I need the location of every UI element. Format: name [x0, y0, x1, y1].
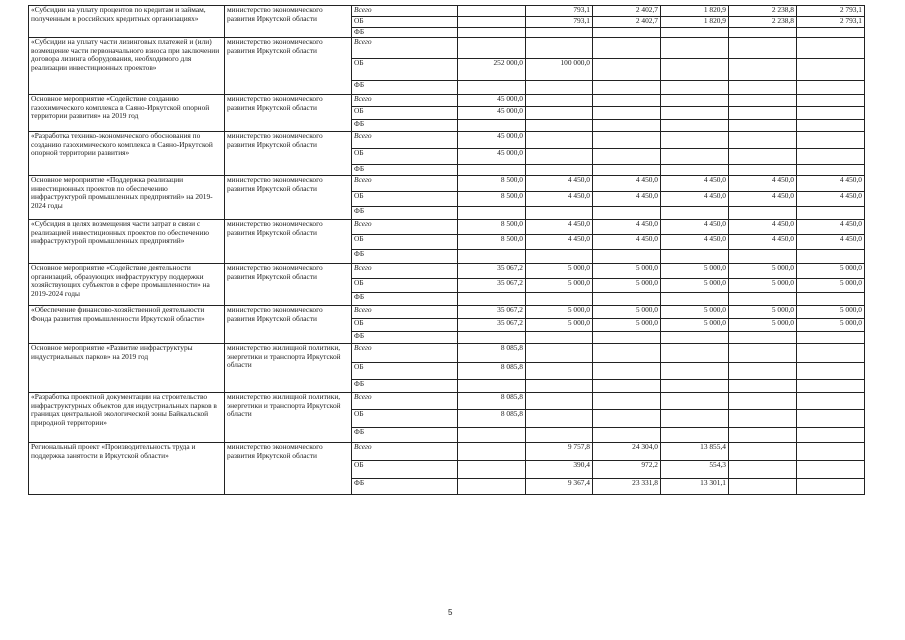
- amount-cell: 45 000,0: [458, 149, 526, 165]
- amount-cell: [661, 332, 729, 344]
- amount-cell: 45 000,0: [458, 95, 526, 107]
- amount-cell: [458, 38, 526, 59]
- amount-cell: 4 450,0: [729, 235, 797, 250]
- amount-cell: [593, 95, 661, 107]
- activity-name-cell: «Субсидии на уплату части лизинговых платежей и (или) возмещение части первоначального взноса при заключении договора лизинга оборудования, необходимого для реализации инвестиционных проектов»: [29, 38, 225, 95]
- amount-cell: [593, 410, 661, 428]
- funding-source-cell: Всего: [352, 38, 458, 59]
- amount-cell: [526, 363, 593, 380]
- amount-cell: [458, 6, 526, 17]
- table-row: [29, 393, 865, 410]
- amount-cell: 35 067,2: [458, 306, 526, 319]
- table-row: [29, 443, 865, 461]
- funding-source-cell: ОБ: [352, 235, 458, 250]
- funding-source-cell: ФБ: [352, 250, 458, 264]
- amount-cell: 24 304,0: [593, 443, 661, 461]
- amount-cell: 100 000,0: [526, 59, 593, 81]
- funding-source-cell: Всего: [352, 264, 458, 279]
- amount-cell: 4 450,0: [797, 220, 865, 235]
- amount-cell: 45 000,0: [458, 132, 526, 149]
- amount-cell: [526, 332, 593, 344]
- funding-source-cell: ОБ: [352, 59, 458, 81]
- amount-cell: [797, 250, 865, 264]
- amount-cell: [593, 363, 661, 380]
- funding-source-cell: ФБ: [352, 332, 458, 344]
- responsible-executor-cell: министерство экономического развития Иркутской области: [225, 6, 352, 38]
- amount-cell: [526, 107, 593, 120]
- funding-source-cell: Всего: [352, 220, 458, 235]
- amount-cell: [526, 95, 593, 107]
- amount-cell: [661, 363, 729, 380]
- amount-cell: 9 757,8: [526, 443, 593, 461]
- amount-cell: [661, 393, 729, 410]
- amount-cell: [458, 120, 526, 132]
- responsible-executor-cell: министерство экономического развития Иркутской области: [225, 176, 352, 220]
- amount-cell: [797, 363, 865, 380]
- amount-cell: [729, 393, 797, 410]
- funding-source-cell: ФБ: [352, 165, 458, 176]
- amount-cell: [593, 332, 661, 344]
- amount-cell: 2 402,7: [593, 17, 661, 28]
- amount-cell: 1 820,9: [661, 6, 729, 17]
- amount-cell: [526, 81, 593, 95]
- amount-cell: [458, 461, 526, 479]
- amount-cell: 2 793,1: [797, 6, 865, 17]
- amount-cell: [661, 81, 729, 95]
- amount-cell: [526, 393, 593, 410]
- amount-cell: [458, 207, 526, 220]
- amount-cell: [661, 120, 729, 132]
- amount-cell: 9 367,4: [526, 479, 593, 495]
- amount-cell: [797, 428, 865, 443]
- amount-cell: 8 500,0: [458, 192, 526, 207]
- amount-cell: 8 500,0: [458, 176, 526, 192]
- amount-cell: [729, 207, 797, 220]
- amount-cell: 4 450,0: [526, 220, 593, 235]
- amount-cell: 8 500,0: [458, 235, 526, 250]
- amount-cell: [729, 250, 797, 264]
- amount-cell: [797, 149, 865, 165]
- amount-cell: [729, 28, 797, 38]
- page-number: 5: [448, 608, 453, 617]
- amount-cell: [526, 380, 593, 393]
- responsible-executor-cell: министерство жилищной политики, энергетики и транспорта Иркутской области: [225, 393, 352, 443]
- amount-cell: [661, 410, 729, 428]
- responsible-executor-cell: министерство экономического развития Иркутской области: [225, 264, 352, 306]
- funding-source-cell: Всего: [352, 132, 458, 149]
- activity-name-cell: Основное мероприятие «Содействие деятельности организаций, образующих инфраструктуру поддержки хозяйствующих субъектов в сфере промышленности» на 2019-2024 годы: [29, 264, 225, 306]
- funding-source-cell: Всего: [352, 176, 458, 192]
- amount-cell: 5 000,0: [593, 279, 661, 293]
- amount-cell: 4 450,0: [593, 235, 661, 250]
- amount-cell: [458, 380, 526, 393]
- amount-cell: 35 067,2: [458, 279, 526, 293]
- amount-cell: [797, 95, 865, 107]
- amount-cell: [729, 461, 797, 479]
- amount-cell: [593, 207, 661, 220]
- amount-cell: [797, 410, 865, 428]
- amount-cell: 35 067,2: [458, 319, 526, 332]
- amount-cell: 4 450,0: [797, 192, 865, 207]
- funding-source-cell: ОБ: [352, 319, 458, 332]
- table-row: [29, 306, 865, 319]
- amount-cell: [593, 393, 661, 410]
- amount-cell: [458, 332, 526, 344]
- table-row: [29, 6, 865, 17]
- amount-cell: 4 450,0: [593, 192, 661, 207]
- amount-cell: [729, 428, 797, 443]
- amount-cell: 793,1: [526, 6, 593, 17]
- amount-cell: [526, 149, 593, 165]
- amount-cell: [593, 250, 661, 264]
- amount-cell: [661, 132, 729, 149]
- amount-cell: 5 000,0: [526, 264, 593, 279]
- funding-source-cell: Всего: [352, 393, 458, 410]
- amount-cell: 2 238,8: [729, 6, 797, 17]
- amount-cell: 5 000,0: [729, 306, 797, 319]
- amount-cell: [729, 81, 797, 95]
- amount-cell: [458, 293, 526, 306]
- amount-cell: 5 000,0: [797, 264, 865, 279]
- funding-source-cell: ФБ: [352, 207, 458, 220]
- amount-cell: 4 450,0: [729, 176, 797, 192]
- amount-cell: [797, 443, 865, 461]
- funding-source-cell: ОБ: [352, 279, 458, 293]
- amount-cell: [661, 380, 729, 393]
- responsible-executor-cell: министерство экономического развития Иркутской области: [225, 220, 352, 264]
- responsible-executor-cell: министерство экономического развития Иркутской области: [225, 443, 352, 495]
- amount-cell: [661, 165, 729, 176]
- amount-cell: [593, 165, 661, 176]
- amount-cell: [458, 250, 526, 264]
- amount-cell: [661, 250, 729, 264]
- amount-cell: 5 000,0: [526, 319, 593, 332]
- amount-cell: [661, 207, 729, 220]
- amount-cell: [458, 17, 526, 28]
- amount-cell: [729, 59, 797, 81]
- amount-cell: 5 000,0: [729, 319, 797, 332]
- amount-cell: [729, 380, 797, 393]
- amount-cell: [729, 120, 797, 132]
- responsible-executor-cell: министерство экономического развития Иркутской области: [225, 95, 352, 132]
- funding-source-cell: Всего: [352, 306, 458, 319]
- amount-cell: [593, 149, 661, 165]
- table-row: [29, 38, 865, 59]
- amount-cell: 4 450,0: [729, 192, 797, 207]
- funding-source-cell: ФБ: [352, 28, 458, 38]
- amount-cell: [593, 38, 661, 59]
- table-row: [29, 176, 865, 192]
- activity-name-cell: Основное мероприятие «Развитие инфраструктуры индустриальных парков» на 2019 год: [29, 344, 225, 393]
- funding-source-cell: ФБ: [352, 428, 458, 443]
- amount-cell: 4 450,0: [661, 220, 729, 235]
- amount-cell: [797, 38, 865, 59]
- amount-cell: [593, 293, 661, 306]
- amount-cell: 8 085,8: [458, 410, 526, 428]
- amount-cell: 13 855,4: [661, 443, 729, 461]
- amount-cell: [593, 107, 661, 120]
- amount-cell: 4 450,0: [526, 235, 593, 250]
- amount-cell: [729, 479, 797, 495]
- amount-cell: [593, 120, 661, 132]
- amount-cell: [526, 410, 593, 428]
- funding-source-cell: ОБ: [352, 17, 458, 28]
- funding-source-cell: ФБ: [352, 120, 458, 132]
- activity-name-cell: «Разработка технико-экономического обоснования по созданию газохимического комплекса в Саяно-Иркутской опорной территории развития»: [29, 132, 225, 176]
- amount-cell: 4 450,0: [593, 176, 661, 192]
- amount-cell: [729, 38, 797, 59]
- amount-cell: 5 000,0: [661, 306, 729, 319]
- amount-cell: [797, 165, 865, 176]
- amount-cell: [458, 165, 526, 176]
- responsible-executor-cell: министерство экономического развития Иркутской области: [225, 38, 352, 95]
- amount-cell: 1 820,9: [661, 17, 729, 28]
- amount-cell: 4 450,0: [729, 220, 797, 235]
- amount-cell: 5 000,0: [661, 264, 729, 279]
- amount-cell: [458, 28, 526, 38]
- funding-source-cell: Всего: [352, 6, 458, 17]
- amount-cell: 5 000,0: [526, 279, 593, 293]
- activity-name-cell: «Разработка проектной документации на строительство инфраструктурных объектов для индустриальных парков в границах центральной экологической зоны Байкальской природной территории»: [29, 393, 225, 443]
- amount-cell: 45 000,0: [458, 107, 526, 120]
- amount-cell: [797, 293, 865, 306]
- amount-cell: [797, 380, 865, 393]
- budget-table: [28, 5, 865, 495]
- amount-cell: 793,1: [526, 17, 593, 28]
- amount-cell: 8 085,8: [458, 393, 526, 410]
- amount-cell: [526, 428, 593, 443]
- funding-source-cell: ОБ: [352, 107, 458, 120]
- responsible-executor-cell: министерство экономического развития Иркутской области: [225, 306, 352, 344]
- amount-cell: [797, 344, 865, 363]
- amount-cell: 8 085,8: [458, 344, 526, 363]
- amount-cell: 4 450,0: [797, 176, 865, 192]
- amount-cell: [661, 293, 729, 306]
- amount-cell: [797, 479, 865, 495]
- amount-cell: 4 450,0: [593, 220, 661, 235]
- funding-source-cell: Всего: [352, 95, 458, 107]
- amount-cell: [729, 132, 797, 149]
- funding-source-cell: ОБ: [352, 149, 458, 165]
- funding-source-cell: ФБ: [352, 479, 458, 495]
- amount-cell: [661, 59, 729, 81]
- amount-cell: 13 301,1: [661, 479, 729, 495]
- amount-cell: [797, 107, 865, 120]
- amount-cell: [729, 363, 797, 380]
- amount-cell: 4 450,0: [526, 176, 593, 192]
- amount-cell: [526, 28, 593, 38]
- amount-cell: 35 067,2: [458, 264, 526, 279]
- amount-cell: [593, 428, 661, 443]
- amount-cell: [661, 428, 729, 443]
- amount-cell: [661, 38, 729, 59]
- amount-cell: 2 238,8: [729, 17, 797, 28]
- funding-source-cell: ОБ: [352, 192, 458, 207]
- funding-source-cell: ОБ: [352, 410, 458, 428]
- amount-cell: [797, 59, 865, 81]
- funding-source-cell: ОБ: [352, 461, 458, 479]
- amount-cell: [458, 479, 526, 495]
- amount-cell: [729, 293, 797, 306]
- amount-cell: 5 000,0: [661, 279, 729, 293]
- amount-cell: 5 000,0: [593, 306, 661, 319]
- amount-cell: [526, 120, 593, 132]
- activity-name-cell: Основное мероприятие «Содействие созданию газохимического комплекса в Саяно-Иркутской опорной территории развития» на 2019 год: [29, 95, 225, 132]
- amount-cell: [729, 165, 797, 176]
- amount-cell: [729, 344, 797, 363]
- amount-cell: [593, 59, 661, 81]
- amount-cell: 5 000,0: [729, 279, 797, 293]
- amount-cell: [797, 81, 865, 95]
- amount-cell: [526, 207, 593, 220]
- amount-cell: [526, 250, 593, 264]
- amount-cell: [661, 344, 729, 363]
- amount-cell: [593, 81, 661, 95]
- amount-cell: [526, 165, 593, 176]
- amount-cell: 23 331,8: [593, 479, 661, 495]
- amount-cell: [593, 344, 661, 363]
- amount-cell: 4 450,0: [661, 235, 729, 250]
- amount-cell: 2 793,1: [797, 17, 865, 28]
- amount-cell: 5 000,0: [729, 264, 797, 279]
- amount-cell: [729, 149, 797, 165]
- amount-cell: 5 000,0: [661, 319, 729, 332]
- amount-cell: [661, 28, 729, 38]
- amount-cell: [797, 207, 865, 220]
- funding-source-cell: Всего: [352, 344, 458, 363]
- amount-cell: [797, 332, 865, 344]
- amount-cell: 252 000,0: [458, 59, 526, 81]
- responsible-executor-cell: министерство экономического развития Иркутской области: [225, 132, 352, 176]
- funding-source-cell: ОБ: [352, 363, 458, 380]
- amount-cell: [797, 120, 865, 132]
- amount-cell: 972,2: [593, 461, 661, 479]
- table-row: [29, 132, 865, 149]
- responsible-executor-cell: министерство жилищной политики, энергетики и транспорта Иркутской области: [225, 344, 352, 393]
- amount-cell: [593, 132, 661, 149]
- funding-source-cell: ФБ: [352, 380, 458, 393]
- amount-cell: 4 450,0: [661, 176, 729, 192]
- amount-cell: [661, 149, 729, 165]
- amount-cell: 5 000,0: [593, 319, 661, 332]
- table-row: [29, 95, 865, 107]
- activity-name-cell: «Субсидии на уплату процентов по кредитам и займам, полученным в российских кредитных организациях»: [29, 6, 225, 38]
- amount-cell: [729, 95, 797, 107]
- amount-cell: [729, 107, 797, 120]
- amount-cell: 5 000,0: [797, 306, 865, 319]
- amount-cell: 2 402,7: [593, 6, 661, 17]
- amount-cell: [729, 443, 797, 461]
- table-row: [29, 264, 865, 279]
- amount-cell: 390,4: [526, 461, 593, 479]
- amount-cell: [797, 461, 865, 479]
- amount-cell: [593, 380, 661, 393]
- funding-source-cell: ФБ: [352, 293, 458, 306]
- amount-cell: 4 450,0: [797, 235, 865, 250]
- amount-cell: 5 000,0: [797, 319, 865, 332]
- amount-cell: 4 450,0: [661, 192, 729, 207]
- amount-cell: [526, 38, 593, 59]
- table-row: [29, 220, 865, 235]
- amount-cell: [729, 332, 797, 344]
- amount-cell: 8 085,8: [458, 363, 526, 380]
- activity-name-cell: «Обеспечение финансово-хозяйственной деятельности Фонда развития промышленности Иркутской области»: [29, 306, 225, 344]
- activity-name-cell: Основное мероприятие «Поддержка реализации инвестиционных проектов по обеспечению инфраструктурой промышленных предприятий» на 2019-2024 годы: [29, 176, 225, 220]
- amount-cell: 5 000,0: [593, 264, 661, 279]
- amount-cell: [797, 393, 865, 410]
- activity-name-cell: «Субсидия в целях возмещения части затрат в связи с реализацией инвестиционных проектов по обеспечению инфраструктурой промышленных предприятий»: [29, 220, 225, 264]
- amount-cell: [458, 443, 526, 461]
- amount-cell: [593, 28, 661, 38]
- amount-cell: [458, 428, 526, 443]
- amount-cell: 554,3: [661, 461, 729, 479]
- amount-cell: [661, 107, 729, 120]
- amount-cell: 5 000,0: [526, 306, 593, 319]
- amount-cell: [661, 95, 729, 107]
- activity-name-cell: Региональный проект «Производительность труда и поддержка занятости в Иркутской области»: [29, 443, 225, 495]
- amount-cell: [458, 81, 526, 95]
- funding-source-cell: ФБ: [352, 81, 458, 95]
- amount-cell: 4 450,0: [526, 192, 593, 207]
- amount-cell: 5 000,0: [797, 279, 865, 293]
- amount-cell: 8 500,0: [458, 220, 526, 235]
- amount-cell: [526, 344, 593, 363]
- amount-cell: [797, 28, 865, 38]
- table-row: [29, 344, 865, 363]
- amount-cell: [526, 132, 593, 149]
- amount-cell: [797, 132, 865, 149]
- amount-cell: [526, 293, 593, 306]
- funding-source-cell: Всего: [352, 443, 458, 461]
- amount-cell: [729, 410, 797, 428]
